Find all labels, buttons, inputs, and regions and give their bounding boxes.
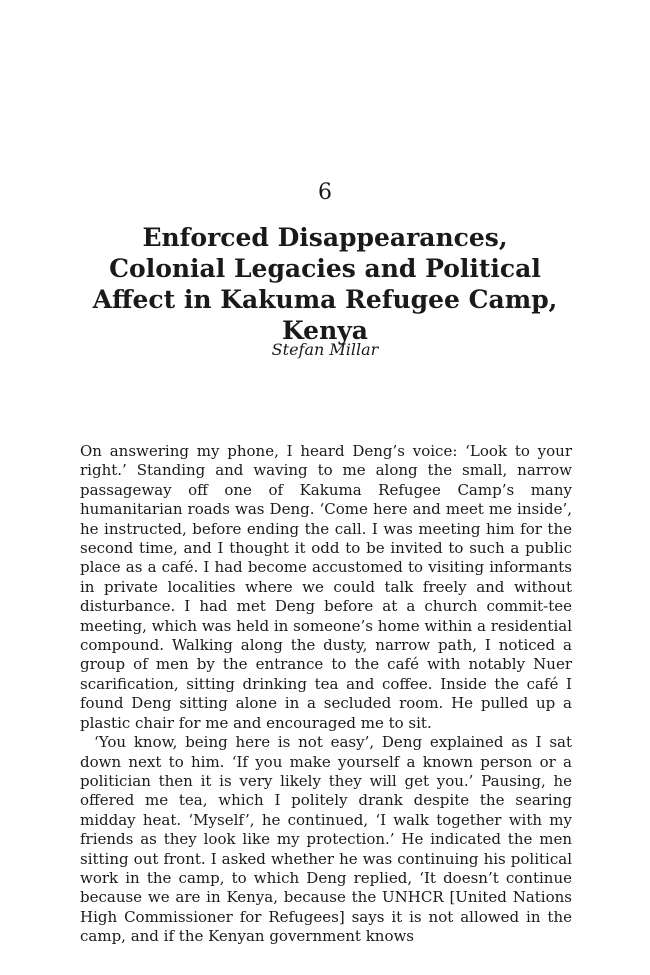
chapter-number: 6 [318, 180, 332, 205]
chapter-body [80, 442, 572, 947]
chapter-title: Enforced Disappearances, Colonial Legacies and Political Affect in Kakuma Refugee Camp, Kenya [92, 223, 558, 345]
paragraph-2: ‘You know, being here is not easy’, Deng explained as I sat down next to him. ‘If you make yourself a known person or a politician then it is very likely they will get you.’ Pausing, he offered me tea, which I politely drank despite the searing midday heat. ‘Myself’, he continued, ‘I walk together with my friends as they look like my protection.’ He indicated the men sitting out front. I asked whether he was continuing his political work in the camp, to which Deng replied, ‘It doesn’t continue because we are in Kenya, because the UNHCR [United Nations High Commissioner for Refugees] says it is not allowed in the camp, and if the Kenyan government knows [80, 733, 572, 946]
chapter-author: Stefan Millar [271, 340, 379, 359]
paragraph-1: On answering my phone, I heard Deng’s voice: ‘Look to your right.’ Standing and waving to me along the small, narrow passageway off one of Kakuma Refugee Camp’s many humanitarian roads was Deng. ‘Come here and meet me inside’, he instructed, before ending the call. I was meeting him for the second time, and I thought it odd to be invited to such a public place as a café. I had become accustomed to visiting informants in private localities where we could talk freely and without disturbance. I had met Deng before at a church commit-tee meeting, which was held in someone’s home within a residential compound. Walking along the dusty, narrow path, I noticed a group of men by the entrance to the café with notably Nuer scarification, sitting drinking tea and coffee. Inside the café I found Deng sitting alone in a secluded room. He pulled up a plastic chair for me and encouraged me to sit. [80, 442, 572, 732]
